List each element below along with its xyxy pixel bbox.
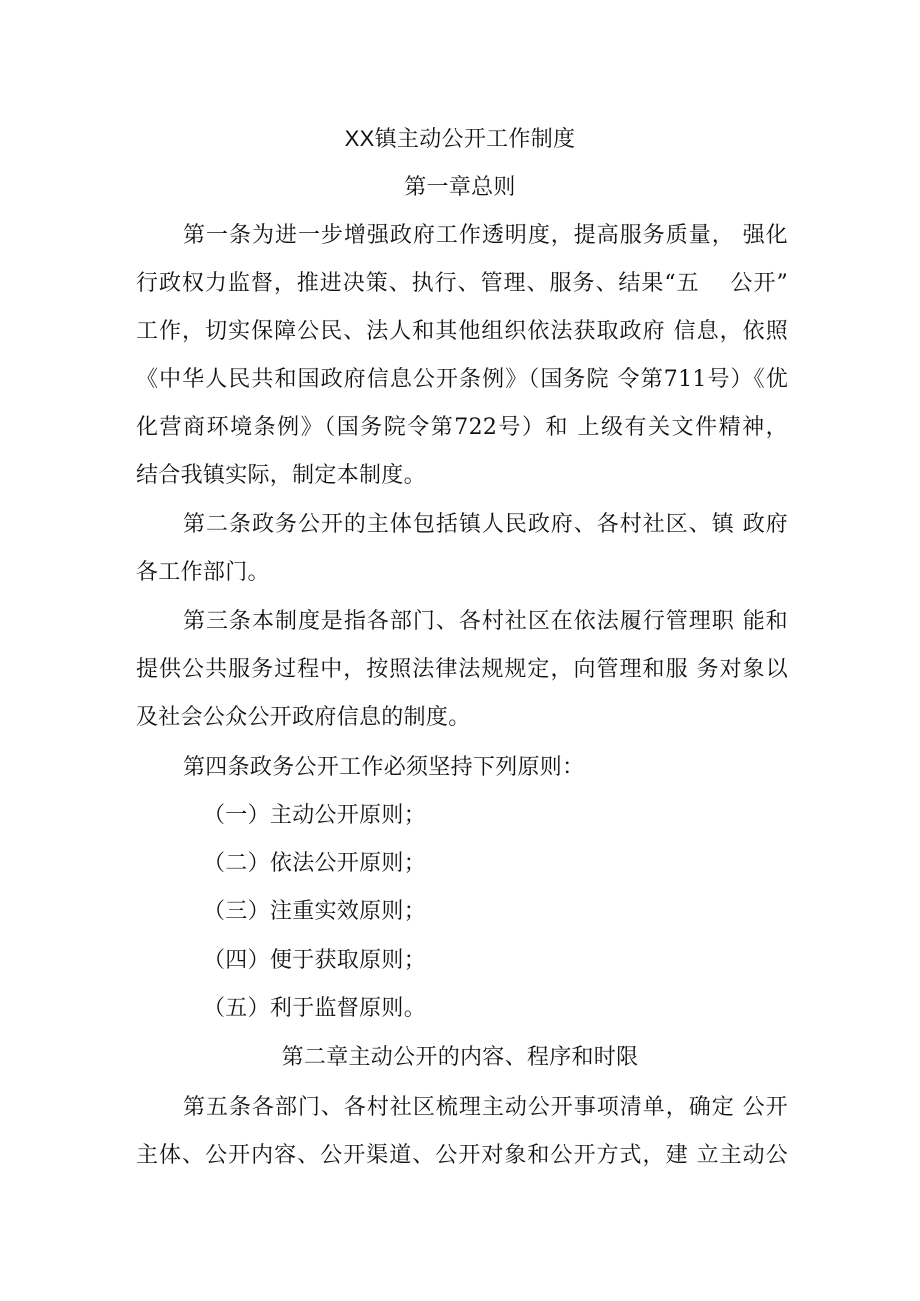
chapter-1-heading: 第一章总则 bbox=[404, 175, 516, 200]
article-1-line: 行政权力监督，推进决策、执行、管理、服务、结果“五 公开” bbox=[136, 271, 788, 296]
article-1-line: 化营商环境条例》（国务院令第722号）和 上级有关文件精神， bbox=[136, 415, 788, 440]
article-2-line: 各工作部门。 bbox=[136, 560, 270, 585]
principle-item: （三）注重实效原则； bbox=[203, 899, 427, 924]
article-5-line: 第五条各部门、各村社区梳理主动公开事项清单，确定 公开 bbox=[183, 1095, 788, 1120]
document-title: XX镇主动公开工作制度 bbox=[344, 126, 576, 152]
principle-item: （五）利于监督原则。 bbox=[203, 996, 427, 1021]
article-1-line: 结合我镇实际，制定本制度。 bbox=[136, 463, 426, 488]
principle-item: （四）便于获取原则； bbox=[203, 948, 427, 973]
principle-item: （二）依法公开原则； bbox=[203, 851, 427, 876]
principle-item: （一）主动公开原则； bbox=[203, 803, 427, 828]
chapter-2-heading: 第二章主动公开的内容、程序和时限 bbox=[281, 1045, 639, 1070]
article-1-line: 工作，切实保障公民、法人和其他组织依法获取政府 信息，依照 bbox=[136, 319, 788, 344]
article-3-line: 及社会公众公开政府信息的制度。 bbox=[136, 705, 471, 730]
article-3-line: 提供公共服务过程中，按照法律法规规定，向管理和服 务对象以 bbox=[136, 657, 788, 682]
article-2-line: 第二条政务公开的主体包括镇人民政府、各村社区、镇 政府 bbox=[183, 512, 788, 537]
article-3-line: 第三条本制度是指各部门、各村社区在依法履行管理职 能和 bbox=[183, 609, 788, 634]
article-1-line: 第一条为进一步增强政府工作透明度，提高服务质量， 强化 bbox=[183, 223, 788, 248]
article-5-line: 主体、公开内容、公开渠道、公开对象和公开方式，建 立主动公 bbox=[136, 1143, 788, 1168]
article-1-line: 《中华人民共和国政府信息公开条例》（国务院 令第711号）《优 bbox=[136, 367, 788, 392]
article-4-line: 第四条政务公开工作必须坚持下列原则： bbox=[183, 755, 585, 780]
